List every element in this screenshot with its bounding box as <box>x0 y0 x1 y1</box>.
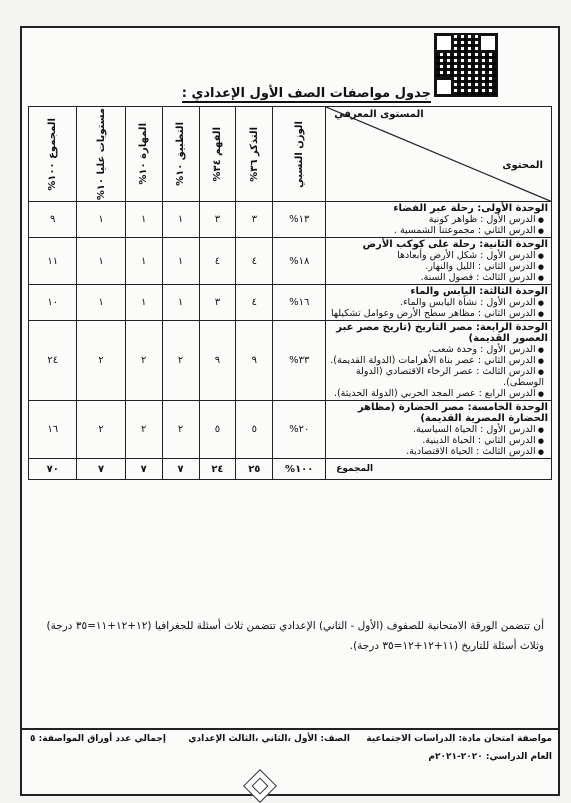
unit-title: الوحدة الثانية: رحلة على كوكب الأرض <box>362 239 548 251</box>
unit-skill: ١ <box>125 238 162 285</box>
header-recall: التذكر ٣٦% <box>248 126 260 182</box>
unit-row <box>29 321 552 401</box>
exam-note: أن تتضمن الورقة الامتحانية للصفوف (الأول - الثاني) الإعدادي تتضمن ثلاث أسئلة للجغرافيا (١٢+١٢+١١=٣٥ درجة) وثلاث أسئلة للتاريخ (١١+١٢+١٢=٣٥ درجة). <box>46 620 544 652</box>
unit-weight: ١٦% <box>273 285 326 321</box>
totals-total: ٧٠ <box>29 459 77 480</box>
totals-understand: ٢٤ <box>199 459 236 480</box>
unit-recall: ٣ <box>236 202 273 238</box>
unit-title: الوحدة الثالثة: اليابس والماء <box>410 286 548 298</box>
unit-title: الوحدة الأولى: رحلة عبر الفضاء <box>393 203 548 215</box>
unit-title: الوحدة الرابعة: مصر التاريخ (تاريخ مصر عبر العصور القديمة) <box>336 322 548 345</box>
unit-higher: ١ <box>77 238 125 285</box>
unit-row <box>29 285 552 321</box>
unit-content-cell <box>326 202 552 238</box>
qr-code <box>434 33 498 97</box>
unit-content-cell <box>326 321 552 401</box>
page-footer <box>20 728 560 770</box>
totals-apply: ٧ <box>162 459 199 480</box>
footer-year: العام الدراسي: ٢٠٢٠-٢٠٢١م <box>428 752 552 762</box>
unit-skill: ٢ <box>125 321 162 401</box>
header-diagonal-cell <box>326 107 552 202</box>
spec-table <box>28 106 552 480</box>
unit-row <box>29 401 552 459</box>
totals-skill: ٧ <box>125 459 162 480</box>
unit-weight: ١٨% <box>273 238 326 285</box>
unit-title: الوحدة الخامسة: مصر الحضارة (مظاهر الحضارة المصرية القديمة) <box>357 402 548 425</box>
unit-total: ١٠ <box>29 285 77 321</box>
header-content: المحتوى <box>502 160 543 172</box>
lesson-item: ● الدرس الأول : شكل الأرض وأبعادها <box>329 250 548 261</box>
unit-higher: ٢ <box>77 321 125 401</box>
unit-understand: ٣ <box>199 202 236 238</box>
unit-recall: ٩ <box>236 321 273 401</box>
lesson-item: ● الدرس الثاني : الليل والنهار. <box>329 261 548 272</box>
footer-pages: إجمالي عدد أوراق المواصفة: ٥ <box>30 734 166 744</box>
header-apply: التطبيق ١٠% <box>175 122 187 187</box>
unit-weight: ٢٠% <box>273 401 326 459</box>
lesson-item: ● الدرس الثاني : مظاهر سطح الأرض وعوامل تشكيلها <box>329 308 548 319</box>
unit-understand: ٤ <box>199 238 236 285</box>
unit-apply: ١ <box>162 285 199 321</box>
totals-label: المجموع <box>326 459 552 480</box>
unit-apply: ٢ <box>162 321 199 401</box>
unit-row <box>29 238 552 285</box>
unit-total: ١٦ <box>29 401 77 459</box>
header-weight: الوزن النسبي <box>293 120 305 188</box>
header-understand: الفهم ٣٤% <box>211 126 223 182</box>
header-skill: المهارة ١٠% <box>138 123 150 185</box>
lesson-item: ● الدرس الثالث : فصول السنة. <box>329 272 548 283</box>
lesson-item: ● الدرس الثاني : عصر بناة الأهرامات (الدولة القديمة). <box>329 355 548 366</box>
page-title: جدول مواصفات الصف الأول الإعدادي : <box>181 86 431 101</box>
totals-row <box>29 459 552 480</box>
unit-recall: ٤ <box>236 285 273 321</box>
header-level: المستوى المعرفي <box>334 109 424 120</box>
lesson-item: ● الدرس الثاني : الحياة الدينية. <box>329 435 548 446</box>
footer-spec: مواصفة امتحان مادة: الدراسات الاجتماعية <box>366 734 552 744</box>
lesson-item: ● الدرس الثالث : الحياة الاقتصادية. <box>329 446 548 457</box>
unit-total: ١١ <box>29 238 77 285</box>
unit-skill: ٢ <box>125 401 162 459</box>
lesson-item: ● الدرس الرابع : عصر المجد الحربي (الدولة الحديثة). <box>329 388 548 399</box>
unit-higher: ٢ <box>77 401 125 459</box>
totals-recall: ٢٥ <box>236 459 273 480</box>
unit-higher: ١ <box>77 202 125 238</box>
unit-apply: ٢ <box>162 401 199 459</box>
unit-understand: ٥ <box>199 401 236 459</box>
unit-weight: ٣٣% <box>273 321 326 401</box>
lesson-item: ● الدرس الأول : وحدة شعب. <box>329 344 548 355</box>
unit-understand: ٣ <box>199 285 236 321</box>
header-total: المجموع ١٠٠% <box>47 117 59 191</box>
totals-weight: ١٠٠% <box>273 459 326 480</box>
unit-apply: ١ <box>162 238 199 285</box>
table-header-row <box>29 107 552 202</box>
unit-understand: ٩ <box>199 321 236 401</box>
unit-total: ٢٤ <box>29 321 77 401</box>
unit-skill: ١ <box>125 202 162 238</box>
unit-higher: ١ <box>77 285 125 321</box>
totals-higher: ٧ <box>77 459 125 480</box>
unit-content-cell <box>326 401 552 459</box>
lesson-item: ● الدرس الثالث : عصر الرخاء الاقتصادي (الدولة الوسطى). <box>329 366 548 388</box>
header-higher: مستويات عليا ١٠% <box>95 108 107 201</box>
unit-skill: ١ <box>125 285 162 321</box>
unit-apply: ١ <box>162 202 199 238</box>
unit-total: ٩ <box>29 202 77 238</box>
lesson-item: ● الدرس الثاني : مجموعتنا الشمسية . <box>329 225 548 236</box>
unit-content-cell <box>326 238 552 285</box>
footer-grades: الصف: الأول ،الثاني ،الثالث الإعدادي <box>188 734 350 744</box>
unit-weight: ١٣% <box>273 202 326 238</box>
unit-content-cell <box>326 285 552 321</box>
unit-row <box>29 202 552 238</box>
unit-recall: ٤ <box>236 238 273 285</box>
lesson-item: ● الدرس الأول : نشأة اليابس والماء. <box>329 297 548 308</box>
unit-recall: ٥ <box>236 401 273 459</box>
lesson-item: ● الدرس الأول : ظواهر كونية <box>329 214 548 225</box>
lesson-item: ● الدرس الأول : الحياة السياسية. <box>329 424 548 435</box>
